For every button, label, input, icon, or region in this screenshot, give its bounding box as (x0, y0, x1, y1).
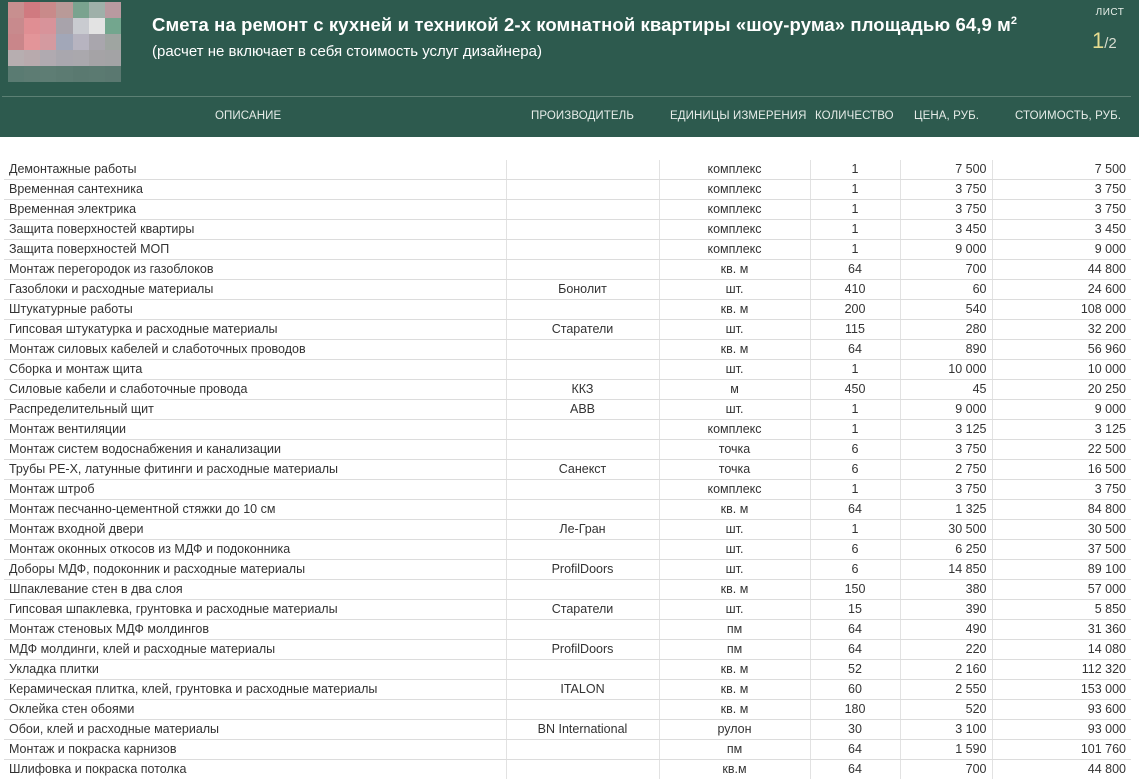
cell-description: Монтаж песчанно-цементной стяжки до 10 см (4, 500, 506, 520)
cell-quantity: 30 (810, 720, 900, 740)
cell-price: 2 750 (900, 460, 992, 480)
cell-manufacturer: ProfilDoors (506, 560, 659, 580)
cell-unit: точка (659, 460, 810, 480)
sheet-label: ЛИСТ (1095, 7, 1125, 18)
cell-quantity: 64 (810, 500, 900, 520)
cell-price: 490 (900, 620, 992, 640)
cell-manufacturer (506, 240, 659, 260)
cell-unit: комплекс (659, 240, 810, 260)
cell-manufacturer: Ле-Гран (506, 520, 659, 540)
sheet-current: 1 (1092, 28, 1105, 53)
cell-total: 31 360 (992, 620, 1131, 640)
title-superscript: 2 (1010, 15, 1018, 27)
cell-description: Монтаж стеновых МДФ молдингов (4, 620, 506, 640)
cell-price: 520 (900, 700, 992, 720)
cell-description: Керамическая плитка, клей, грунтовка и расходные материалы (4, 680, 506, 700)
cell-description: Монтаж оконных откосов из МДФ и подоконника (4, 540, 506, 560)
table-row (4, 360, 1131, 380)
cell-description: Монтаж силовых кабелей и слаботочных проводов (4, 340, 506, 360)
cell-unit: комплекс (659, 200, 810, 220)
cell-price: 3 750 (900, 180, 992, 200)
table-row (4, 380, 1131, 400)
cell-total: 9 000 (992, 400, 1131, 420)
cell-price: 9 000 (900, 240, 992, 260)
cell-unit: шт. (659, 320, 810, 340)
cell-description: Гипсовая шпаклевка, грунтовка и расходные материалы (4, 600, 506, 620)
cell-unit: комплекс (659, 420, 810, 440)
cell-unit: пм (659, 620, 810, 640)
cell-total: 20 250 (992, 380, 1131, 400)
cell-description: Гипсовая штукатурка и расходные материалы (4, 320, 506, 340)
cell-description: Шпаклевание стен в два слоя (4, 580, 506, 600)
cell-total: 24 600 (992, 280, 1131, 300)
cell-quantity: 1 (810, 240, 900, 260)
cell-unit: комплекс (659, 180, 810, 200)
table-row (4, 440, 1131, 460)
cell-manufacturer: BN International (506, 720, 659, 740)
estimate-table (4, 160, 1131, 779)
cell-total: 3 125 (992, 420, 1131, 440)
cell-description: Трубы PE-X, латунные фитинги и расходные материалы (4, 460, 506, 480)
cell-description: Укладка плитки (4, 660, 506, 680)
cell-quantity: 1 (810, 160, 900, 180)
cell-unit: кв. м (659, 680, 810, 700)
table-row (4, 500, 1131, 520)
table-row (4, 680, 1131, 700)
cell-description: Монтаж систем водоснабжения и канализации (4, 440, 506, 460)
cell-manufacturer: ITALON (506, 680, 659, 700)
cell-total: 112 320 (992, 660, 1131, 680)
table-row (4, 320, 1131, 340)
cell-quantity: 150 (810, 580, 900, 600)
cell-total: 10 000 (992, 360, 1131, 380)
cell-description: Шлифовка и покраска потолка (9, 762, 187, 777)
cell-unit: кв. м (659, 340, 810, 360)
cell-price: 3 750 (900, 200, 992, 220)
cell-description: Сборка и монтаж щита (4, 360, 506, 380)
table-row (4, 660, 1131, 680)
cell-manufacturer (506, 760, 659, 780)
cell-unit: шт. (659, 360, 810, 380)
cell-unit: кв. м (659, 300, 810, 320)
cell-unit: кв.м (659, 760, 810, 780)
cell-quantity: 64 (810, 620, 900, 640)
table-row (4, 640, 1131, 660)
cell-quantity: 15 (810, 600, 900, 620)
cell-manufacturer: Санекст (506, 460, 659, 480)
cell-unit: комплекс (659, 220, 810, 240)
column-header-description: ОПИСАНИЕ (215, 110, 282, 122)
cell-manufacturer (506, 660, 659, 680)
table-row (4, 560, 1131, 580)
cell-quantity: 1 (810, 360, 900, 380)
cell-unit: м (659, 380, 810, 400)
cell-manufacturer (506, 500, 659, 520)
cell-price: 3 125 (900, 420, 992, 440)
cell-price: 7 500 (900, 160, 992, 180)
table-row (4, 520, 1131, 540)
cell-unit: пм (659, 740, 810, 760)
table-row (4, 580, 1131, 600)
table-row (4, 280, 1131, 300)
estimate-table-body (4, 160, 1131, 779)
cell-total: 30 500 (992, 520, 1131, 540)
logo-image-icon (8, 2, 121, 82)
table-row (4, 700, 1131, 720)
cell-price: 60 (900, 280, 992, 300)
cell-price: 3 100 (900, 720, 992, 740)
table-row (4, 160, 1131, 180)
cell-price: 14 850 (900, 560, 992, 580)
cell-unit: кв. м (659, 260, 810, 280)
cell-total: 32 200 (992, 320, 1131, 340)
cell-total: 101 760 (992, 740, 1131, 760)
cell-unit: точка (659, 440, 810, 460)
cell-unit: комплекс (659, 480, 810, 500)
cell-quantity: 64 (810, 340, 900, 360)
table-row (4, 220, 1131, 240)
cell-manufacturer: Бонолит (506, 280, 659, 300)
cell-quantity: 60 (810, 680, 900, 700)
table-row (4, 460, 1131, 480)
cell-unit: рулон (659, 720, 810, 740)
cell-manufacturer: Старатели (506, 320, 659, 340)
cell-manufacturer (506, 360, 659, 380)
cell-price: 10 000 (900, 360, 992, 380)
cell-quantity: 1 (810, 200, 900, 220)
cell-description: Газоблоки и расходные материалы (4, 280, 506, 300)
cell-description: Монтаж вентиляции (4, 420, 506, 440)
cell-total: 3 450 (992, 220, 1131, 240)
cell-quantity: 1 (810, 420, 900, 440)
document-header (0, 0, 1139, 137)
column-header-manufacturer: ПРОИЗВОДИТЕЛЬ (531, 110, 634, 122)
cell-total: 44 800 (992, 760, 1131, 780)
cell-manufacturer (506, 700, 659, 720)
cell-total: 22 500 (992, 440, 1131, 460)
cell-description: Монтаж штроб (4, 480, 506, 500)
cell-quantity: 180 (810, 700, 900, 720)
cell-unit: кв. м (659, 700, 810, 720)
cell-manufacturer (506, 420, 659, 440)
cell-quantity: 52 (810, 660, 900, 680)
cell-description: Обои, клей и расходные материалы (4, 720, 506, 740)
cell-description: Оклейка стен обоями (4, 700, 506, 720)
cell-quantity: 1 (810, 520, 900, 540)
cell-quantity: 410 (810, 280, 900, 300)
cell-manufacturer (506, 160, 659, 180)
cell-description: Монтаж и покраска карнизов (4, 740, 506, 760)
document-title (152, 14, 1017, 36)
cell-description: МДФ молдинги, клей и расходные материалы (4, 640, 506, 660)
cell-price: 9 000 (900, 400, 992, 420)
table-row (4, 240, 1131, 260)
cell-quantity: 6 (810, 460, 900, 480)
cell-total: 14 080 (992, 640, 1131, 660)
cell-unit: шт. (659, 560, 810, 580)
cell-manufacturer (506, 300, 659, 320)
cell-quantity: 64 (810, 260, 900, 280)
column-header-unit: ЕДИНИЦЫ ИЗМЕРЕНИЯ (670, 110, 807, 122)
cell-total: 9 000 (992, 240, 1131, 260)
table-row (4, 260, 1131, 280)
cell-description: Распределительный щит (4, 400, 506, 420)
cell-quantity: 1 (810, 180, 900, 200)
title-text: Смета на ремонт с кухней и техникой 2-х комнатной квартиры «шоу-рума» площадью 64,9 м (152, 14, 1011, 35)
cell-manufacturer: Старатели (506, 600, 659, 620)
table-row (4, 540, 1131, 560)
cell-unit: шт. (659, 400, 810, 420)
cell-price: 3 750 (900, 440, 992, 460)
cell-quantity: 115 (810, 320, 900, 340)
cell-price: 700 (900, 760, 992, 780)
cell-total: 5 850 (992, 600, 1131, 620)
cell-price: 280 (900, 320, 992, 340)
header-divider (2, 96, 1131, 97)
cell-unit: кв. м (659, 500, 810, 520)
cell-price: 390 (900, 600, 992, 620)
table-row (4, 180, 1131, 200)
cell-price: 2 160 (900, 660, 992, 680)
table-row (4, 720, 1131, 740)
cell-description: Монтаж входной двери (4, 520, 506, 540)
table-row (4, 480, 1131, 500)
cell-quantity: 64 (810, 740, 900, 760)
cell-manufacturer: ABB (506, 400, 659, 420)
cell-total: 108 000 (992, 300, 1131, 320)
cell-unit: шт. (659, 520, 810, 540)
cell-total: 16 500 (992, 460, 1131, 480)
cell-price: 3 450 (900, 220, 992, 240)
cell-manufacturer (506, 200, 659, 220)
cell-total: 56 960 (992, 340, 1131, 360)
column-header-total: СТОИМОСТЬ, РУБ. (1015, 110, 1122, 122)
cell-unit: шт. (659, 540, 810, 560)
cell-manufacturer (506, 260, 659, 280)
cell-manufacturer (506, 180, 659, 200)
cell-quantity: 6 (810, 440, 900, 460)
table-row (4, 760, 1131, 780)
cell-manufacturer (506, 540, 659, 560)
cell-manufacturer: ProfilDoors (506, 640, 659, 660)
cell-price: 700 (900, 260, 992, 280)
cell-description: Временная сантехника (4, 180, 506, 200)
cell-price: 220 (900, 640, 992, 660)
table-row (4, 420, 1131, 440)
cell-quantity: 6 (810, 560, 900, 580)
cell-description: Защита поверхностей МОП (4, 240, 506, 260)
cell-price: 1 325 (900, 500, 992, 520)
cell-manufacturer (506, 740, 659, 760)
cell-total: 153 000 (992, 680, 1131, 700)
cell-total: 93 600 (992, 700, 1131, 720)
cell-total: 37 500 (992, 540, 1131, 560)
cell-price: 890 (900, 340, 992, 360)
cell-quantity: 1 (810, 480, 900, 500)
cell-unit: шт. (659, 600, 810, 620)
table-row (4, 620, 1131, 640)
cell-price: 380 (900, 580, 992, 600)
cell-quantity: 6 (810, 540, 900, 560)
document-subtitle: (расчет не включает в себя стоимость услуг дизайнера) (152, 43, 542, 60)
cell-manufacturer (506, 440, 659, 460)
cell-quantity: 64 (810, 760, 900, 780)
table-row (4, 600, 1131, 620)
cell-price: 3 750 (900, 480, 992, 500)
cell-price: 45 (900, 380, 992, 400)
cell-price: 2 550 (900, 680, 992, 700)
cell-total: 44 800 (992, 260, 1131, 280)
cell-description: Штукатурные работы (4, 300, 506, 320)
table-row (4, 340, 1131, 360)
cell-manufacturer: ККЗ (506, 380, 659, 400)
table-row (4, 300, 1131, 320)
cell-quantity: 1 (810, 400, 900, 420)
cell-manufacturer (506, 340, 659, 360)
cell-manufacturer (506, 620, 659, 640)
cell-total: 93 000 (992, 720, 1131, 740)
cell-price: 1 590 (900, 740, 992, 760)
cell-unit: шт. (659, 280, 810, 300)
cell-quantity: 64 (810, 640, 900, 660)
cell-price: 540 (900, 300, 992, 320)
table-row (4, 200, 1131, 220)
table-row (4, 740, 1131, 760)
cell-description: Демонтажные работы (4, 160, 506, 180)
cell-price: 30 500 (900, 520, 992, 540)
cell-manufacturer (506, 580, 659, 600)
cell-total: 3 750 (992, 480, 1131, 500)
cell-description: Силовые кабели и слаботочные провода (4, 380, 506, 400)
cell-manufacturer (506, 480, 659, 500)
cell-description: Защита поверхностей квартиры (4, 220, 506, 240)
cell-quantity: 200 (810, 300, 900, 320)
cell-total: 84 800 (992, 500, 1131, 520)
column-header-quantity: КОЛИЧЕСТВО (815, 110, 894, 122)
cell-total: 57 000 (992, 580, 1131, 600)
sheet-indicator (1092, 28, 1117, 54)
cell-total: 3 750 (992, 180, 1131, 200)
cell-total: 89 100 (992, 560, 1131, 580)
cell-total: 3 750 (992, 200, 1131, 220)
sheet-total: 2 (1108, 35, 1117, 52)
cell-quantity: 450 (810, 380, 900, 400)
cell-total: 7 500 (992, 160, 1131, 180)
cell-price: 6 250 (900, 540, 992, 560)
cell-description: Временная электрика (4, 200, 506, 220)
cell-unit: кв. м (659, 580, 810, 600)
cell-unit: пм (659, 640, 810, 660)
cell-description: Монтаж перегородок из газоблоков (4, 260, 506, 280)
cell-unit: кв. м (659, 660, 810, 680)
sheet-separator: / (1104, 35, 1109, 52)
cell-quantity: 1 (810, 220, 900, 240)
column-header-price: ЦЕНА, РУБ. (914, 110, 980, 122)
table-row (4, 400, 1131, 420)
cell-manufacturer (506, 220, 659, 240)
cell-description: Доборы МДФ, подоконник и расходные материалы (4, 560, 506, 580)
cell-unit: комплекс (659, 160, 810, 180)
